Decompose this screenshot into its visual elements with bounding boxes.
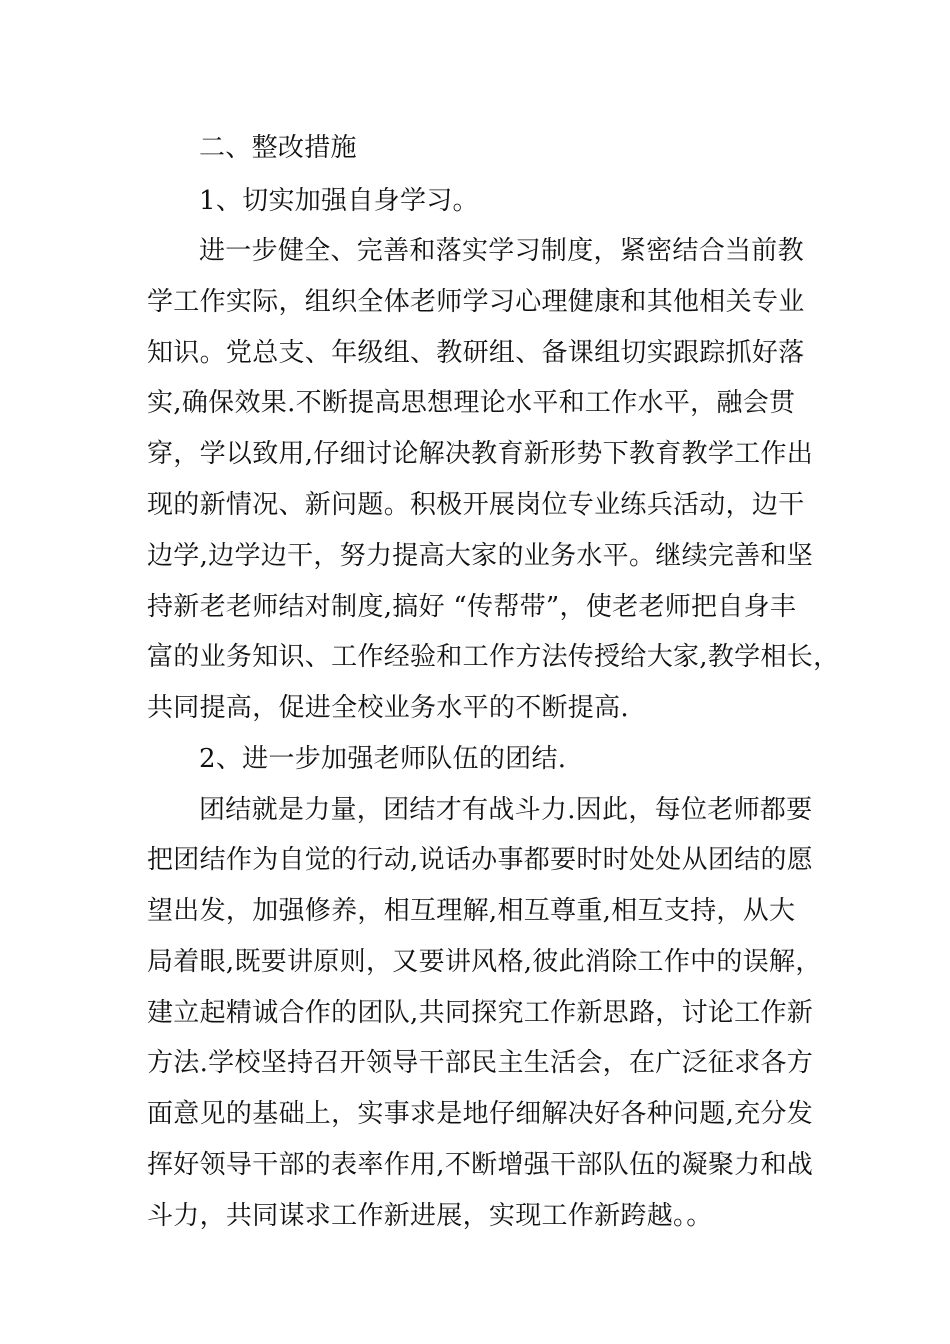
paragraph-2-line: 挥好领导干部的表率作用,不断增强干部队伍的凝聚力和战 [147,1150,814,1180]
paragraph-2-line: 团结就是力量，团结才有战斗力.因此，每位老师都要 [199,795,813,825]
paragraph-2-line: 斗力，共同谋求工作新进展，实现工作新跨越。。 [147,1201,713,1231]
paragraph-1-line: 知识。党总支、年级组、教研组、备课组切实跟踪抓好落 [147,338,805,368]
paragraph-1-line: 学工作实际，组织全体老师学习心理健康和其他相关专业 [147,287,805,317]
subheading-1: 1、切实加强自身学习。 [199,186,479,216]
subheading-2: 2、进一步加强老师队伍的团结. [199,744,567,774]
paragraph-1-line: 持新老老师结对制度,搞好 “传帮带”，使老老师把自身丰 [147,592,797,622]
paragraph-1-line: 穿，学以致用,仔细讨论解决教育新形势下教育教学工作出 [147,439,814,469]
paragraph-2-line: 望出发，加强修养，相互理解,相互尊重,相互支持，从大 [147,896,796,926]
paragraph-2-line: 把团结作为自觉的行动,说话办事都要时时处处从团结的愿 [147,845,814,875]
paragraph-1-line: 共同提高，促进全校业务水平的不断提高. [147,693,629,723]
paragraph-2-line: 面意见的基础上，实事求是地仔细解决好各种问题,充分发 [147,1099,814,1129]
paragraph-1-line: 进一步健全、完善和落实学习制度，紧密结合当前教 [199,236,804,266]
paragraph-1-line: 实,确保效果.不断提高思想理论水平和工作水平，融会贯 [147,388,796,418]
paragraph-2-line: 局着眼,既要讲原则，又要讲风格,彼此消除工作中的误解， [147,947,822,977]
paragraph-1-line: 富的业务知识、工作经验和工作方法传授给大家,教学相长， [147,642,840,672]
section-heading: 二、整改措施 [199,133,357,163]
paragraph-2-line: 建立起精诚合作的团队,共同探究工作新思路，讨论工作新 [147,998,814,1028]
paragraph-2-line: 方法.学校坚持召开领导干部民主生活会，在广泛征求各方 [147,1048,814,1078]
paragraph-1-line: 现的新情况、新问题。积极开展岗位专业练兵活动，边干 [147,490,805,520]
paragraph-1-line: 边学,边学边干，努力提高大家的业务水平。继续完善和坚 [147,541,814,571]
